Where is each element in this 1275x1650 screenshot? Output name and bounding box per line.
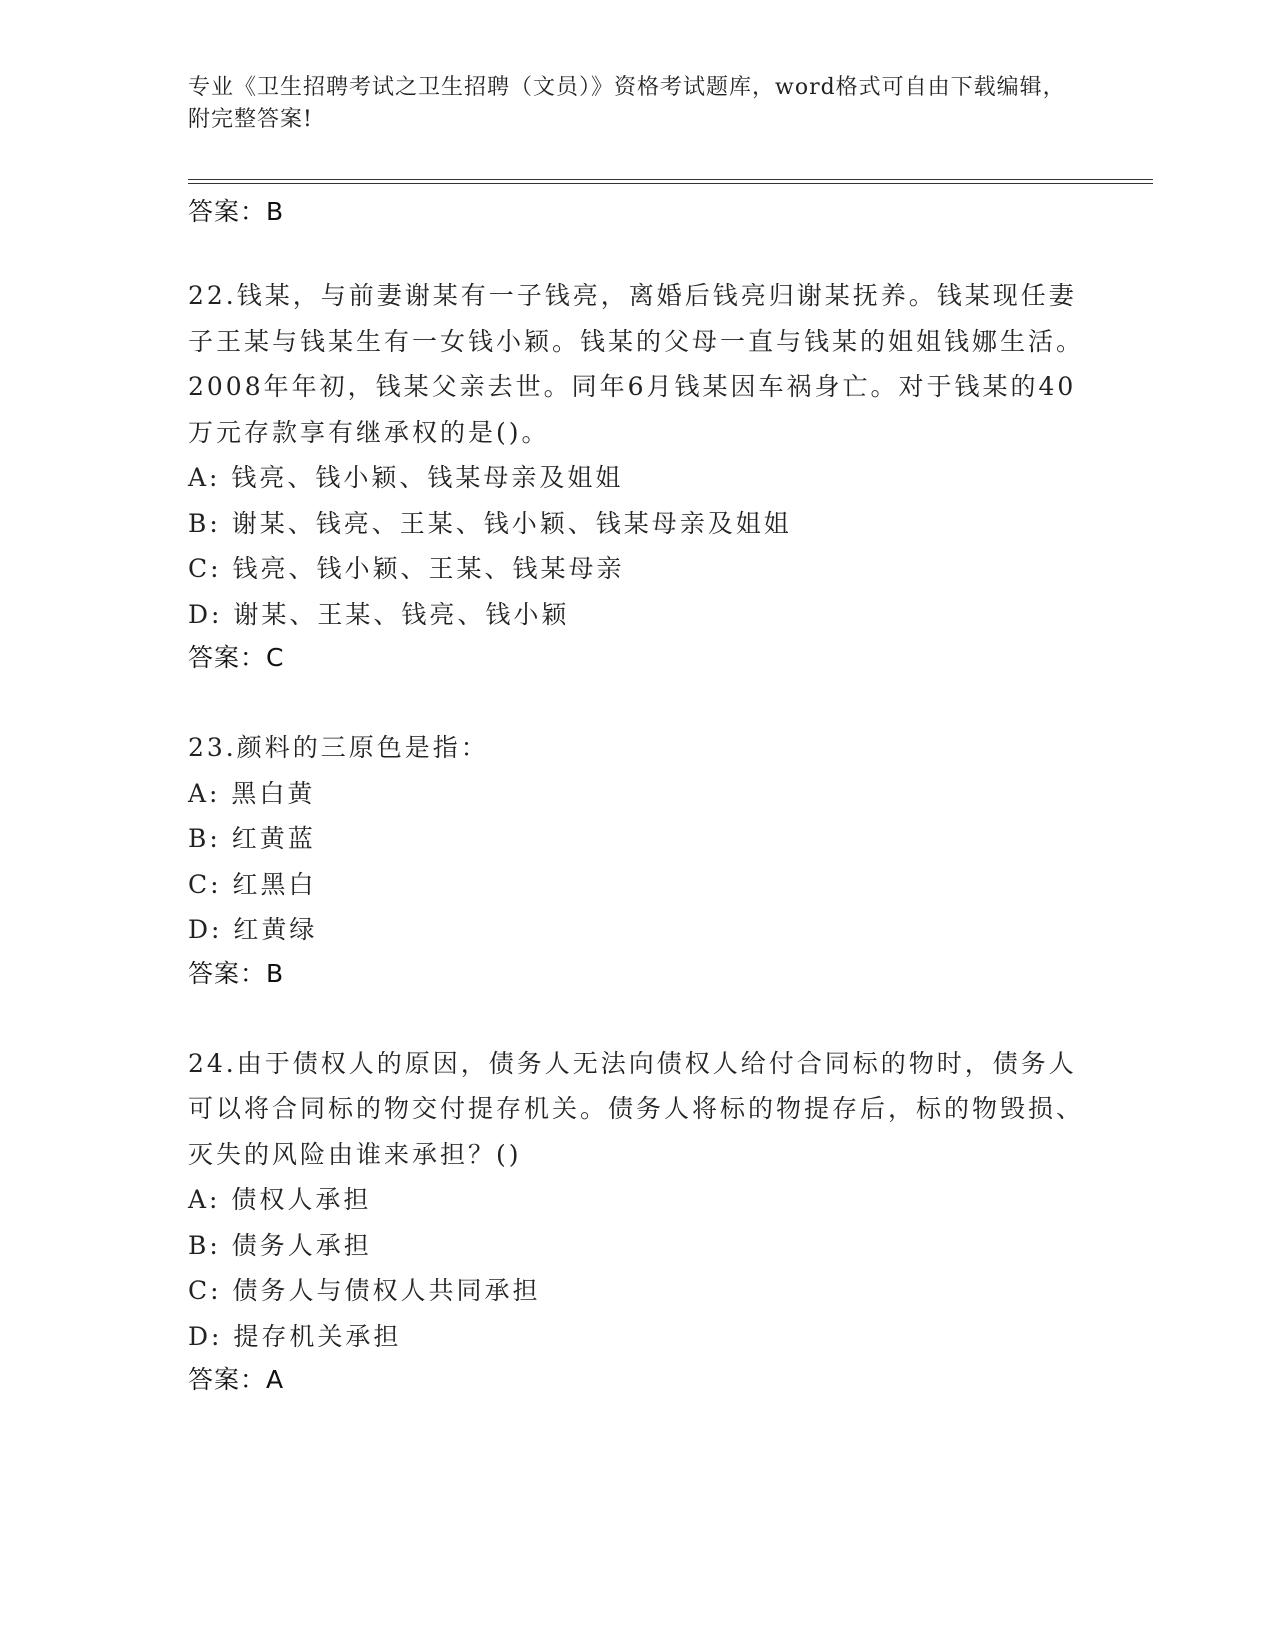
option-a: A: 钱亮、钱小颖、钱某母亲及姐姐 bbox=[188, 463, 624, 492]
option-a: A: 黑白黄 bbox=[188, 778, 316, 808]
question-list bbox=[188, 191, 1088, 1401]
question-block-23 bbox=[188, 725, 1088, 995]
question-stem: 22.钱某，与前妻谢某有一子钱亮，离婚后钱亮归谢某抚养。钱某现任妻子王某与钱某生有一女钱小颖。钱某的父母一直与钱某的姐姐钱娜生活。2008年年初，钱某父亲去世。同年6月钱某因车祸身亡。对于钱某的40万元存款享有继承权的是()。 bbox=[188, 281, 1085, 447]
answer-line: 答案：B bbox=[188, 197, 285, 226]
option-c: C: 红黑白 bbox=[188, 869, 317, 899]
question-block-24 bbox=[188, 1041, 1088, 1402]
document-header: 专业《卫生招聘考试之卫生招聘（文员）》资格考试题库，word格式可自由下载编辑，附完整答案! bbox=[188, 75, 1066, 132]
answer-line: 答案：A bbox=[188, 1365, 285, 1394]
question-block-22 bbox=[188, 273, 1088, 679]
option-c: C: 钱亮、钱小颖、王某、钱某母亲 bbox=[188, 554, 625, 583]
answer-line: 答案：C bbox=[188, 643, 285, 672]
answer-line: 答案：B bbox=[188, 958, 285, 988]
option-b: B: 谢某、钱亮、王某、钱小颖、钱某母亲及姐姐 bbox=[188, 508, 792, 538]
option-d: D: 谢某、王某、钱亮、钱小颖 bbox=[188, 599, 570, 629]
question-stem: 23.颜料的三原色是指： bbox=[188, 733, 489, 762]
option-a: A: 债权人承担 bbox=[188, 1185, 372, 1214]
option-b: B: 债务人承担 bbox=[188, 1230, 372, 1260]
question-stem: 24.由于债权人的原因，债务人无法向债权人给付合同标的物时，债务人可以将合同标的物交付提存机关。债务人将标的物提存后，标的物毁损、灭失的风险由谁来承担？() bbox=[188, 1048, 1085, 1169]
header-divider-top bbox=[188, 179, 1153, 180]
option-c: C: 债务人与债权人共同承担 bbox=[188, 1276, 541, 1305]
option-b: B: 红黄蓝 bbox=[188, 824, 316, 853]
header-divider-bottom bbox=[188, 183, 1153, 184]
option-d: D: 红黄绿 bbox=[188, 915, 318, 944]
option-d: D: 提存机关承担 bbox=[188, 1321, 402, 1351]
